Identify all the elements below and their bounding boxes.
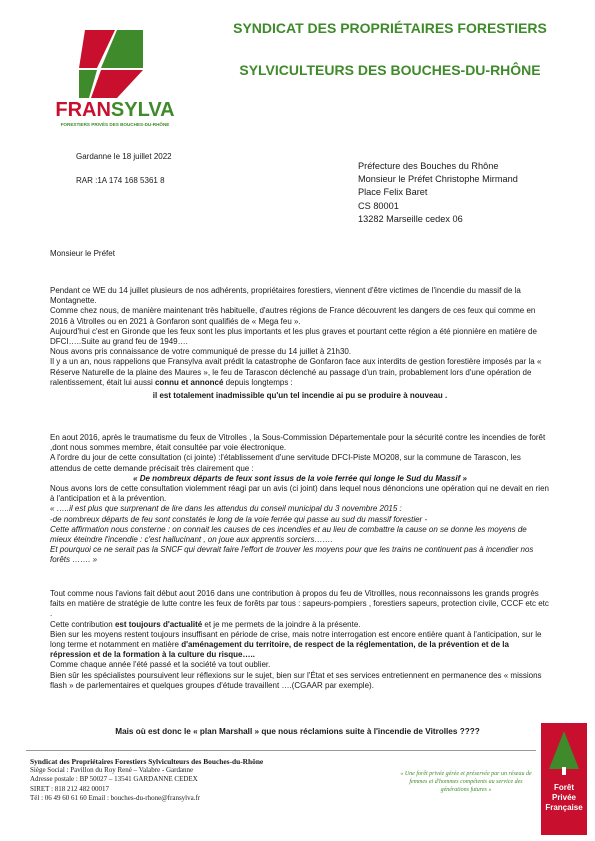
fpf-line: Française: [545, 803, 583, 812]
recipient-line: Monsieur le Préfet Christophe Mirmand: [358, 174, 518, 185]
rar-number: RAR :1A 174 168 5361 8: [76, 176, 165, 185]
paragraph: Aujourd'hui c'est en Gironde que les feux sont les plus importants et les plus graves et pourtant cette région a été pionnière en matière de DFCI…..Suite au grand feu de 1949….: [50, 326, 537, 347]
body-block-2: [50, 433, 550, 566]
paragraph: Bien sur les moyens restent toujours insuffisant en période de crise, mais notre interrogation est encore entière quant à l'anticipation, sur le long terme et notamment en matière d'aménagement du territoire, de respect de la réglementation, de la prévention et de la répression et de la formation à la culture du risque…..: [50, 629, 542, 660]
footer-contact: Tél : 06 49 60 61 60 Email : bouches-du-rhone@fransylva.fr: [30, 793, 201, 802]
paragraph: En aout 2016, après le traumatisme du feux de Vitrolles , la Sous-Commission Départementale pour la sécurité contre les incendies de forêt ,dont nous sommes membre, était consultée par voie électronique.: [50, 433, 546, 453]
recipient-line: CS 80001: [358, 200, 399, 211]
fpf-line: Forêt: [554, 783, 574, 792]
footer-info: [30, 757, 330, 803]
paragraph: Il y a un an, nous rappelions que Fransylva avait prédit la catastrophe de Gonfaron face aux interdits de gestion forestière imposés par la « Réserve Naturelle de la plaine des Maures », le feu de Tarascon déclenché au passage d'un train, probablement lors d'une opération de ralentissement, était lui aussi connu et annoncé depuis longtemps :: [50, 357, 542, 387]
letter-date: Gardanne le 18 juillet 2022: [76, 152, 172, 161]
fransylva-logo: [45, 28, 185, 136]
paragraph: Cette contribution est toujours d'actualité et je me permets de la joindre à la présente.: [50, 619, 361, 629]
footer-siret: SIRET : 818 212 482 00017: [30, 784, 110, 793]
paragraph: Tout comme nous l'avions fait début aout 2016 dans une contribution à propos du feu de Vitrollles, nous reconnaissons les grands progrès faits en matière de stratégie de lutte contre les feux de forêts par tous : sapeurs-pompiers , forestiers sapeurs, protection civile, CCCF etc etc .: [50, 589, 549, 619]
footer-seat: Siège Social : Pavillon du Roy René – Valabre - Gardanne: [30, 766, 194, 775]
header-title-line1: SYNDICAT DES PROPRIÉTAIRES FORESTIERS: [233, 20, 547, 36]
footer-divider: [26, 750, 536, 751]
paragraph: A l'ordre du jour de cette consultation (ci jointe) :l'établissement d'une servitude DFCI-Piste MO208, sur la commune de Tarascon, les attendus de cette demande précisait très clairement que :: [50, 453, 521, 473]
recipient-line: 13282 Marseille cedex 06: [358, 213, 463, 224]
recipient-address: [358, 160, 518, 226]
salutation: Monsieur le Préfet: [50, 249, 115, 258]
fpf-text: [541, 783, 587, 813]
svg-text:FRANSYLVA: FRANSYLVA: [55, 99, 175, 121]
body-block-3: [50, 589, 550, 691]
header-title-line2: SYLVICULTEURS DES BOUCHES-DU-RHÔNE: [239, 62, 541, 78]
emphasis-line: il est totalement inadmissible qu'un tel incendie ai pu se produire à nouveau .: [152, 391, 448, 401]
fpf-emblem-icon: [541, 723, 587, 835]
paragraph: Nous avons lors de cette consultation violemment réagi par un avis (ci joint) dans lequel nous dénoncions une opération qui ne devait en rien à l'anticipation et à la prévention.: [50, 484, 549, 504]
footer-postal: Adresse postale : BP 50027 – 13541 GARDANNE CEDEX: [30, 775, 198, 784]
recipient-line: Place Felix Baret: [358, 187, 428, 198]
quote-line: Cette affirmation nous consterne : on connait les causes de ces incendies et au lieu de combattre la cause on se donne les moyens de mieux éteindre l'incendie : c'est hallucinant , on joue aux apprentis sorciers…….: [50, 524, 527, 545]
paragraph: Comme chaque année l'été passé et la société va tout oublier.: [50, 660, 271, 670]
logo-subtitle: FORESTIERS PRIVÉS DES BOUCHES-DU-RHÔNE: [60, 122, 170, 127]
recipient-line: Préfecture des Bouches du Rhône: [358, 161, 499, 171]
quote-line: Et pourquoi ce ne serait pas la SNCF qui devrait faire l'effort de trouver les moyens pour que les trains ne continuent pas à incendier nos forêts ……. »: [50, 545, 534, 565]
foret-privee-francaise-logo: [541, 723, 587, 835]
footer-quote: « Une forêt privée gérée et préservée par un réseau de femmes et d'hommes compétents au service des générations futures »: [400, 771, 532, 793]
footer-org: Syndicat des Propriétaires Forestiers Sylviculteurs des Bouches-du-Rhône: [30, 757, 264, 766]
body-block-1: [50, 286, 550, 401]
quote-line: « …..il est plus que surprenant de lire dans les attendus du conseil municipal du 3 novembre 2015 :: [50, 504, 402, 514]
paragraph: Pendant ce WE du 14 juillet plusieurs de nos adhérents, propriétaires forestiers, viennent d'être victimes de l'incendie du massif de la Montagnette.: [50, 286, 521, 306]
paragraph: Nous avons pris connaissance de votre communiqué de presse du 14 juillet à 21h30.: [50, 347, 352, 357]
fpf-line: Privée: [551, 793, 577, 802]
quote-line: -de nombreux départs de feu sont constatés le long de la voie ferrée qui passe au sud du massif forestier -: [50, 514, 428, 524]
fransylva-emblem-icon: [45, 28, 185, 136]
paragraph: Bien sûr les spécialistes poursuivent leur réflexions sur le sujet, bien sur l'État et ses services entretiennent en permanence des « missions flash » de parlementaires et quelques groupes d'étude travaillent ….(CGAAR par exemple).: [50, 670, 542, 690]
quoted-attendus: « De nombreux départs de feux sont issus de la voie ferrée qui longe le Sud du Massif »: [133, 473, 467, 483]
closing-question: Mais où est donc le « plan Marshall » que nous réclamions suite à l'incendie de Vitrolles ????: [115, 727, 480, 736]
paragraph: Comme chez nous, de manière maintenant très habituelle, d'autres régions de France découvrent les dangers de ces feux qui comme en 2016 à Vitrolles ou en 2021 à Gonfaron sont qualifiés de « Mega feu ».: [50, 306, 536, 326]
